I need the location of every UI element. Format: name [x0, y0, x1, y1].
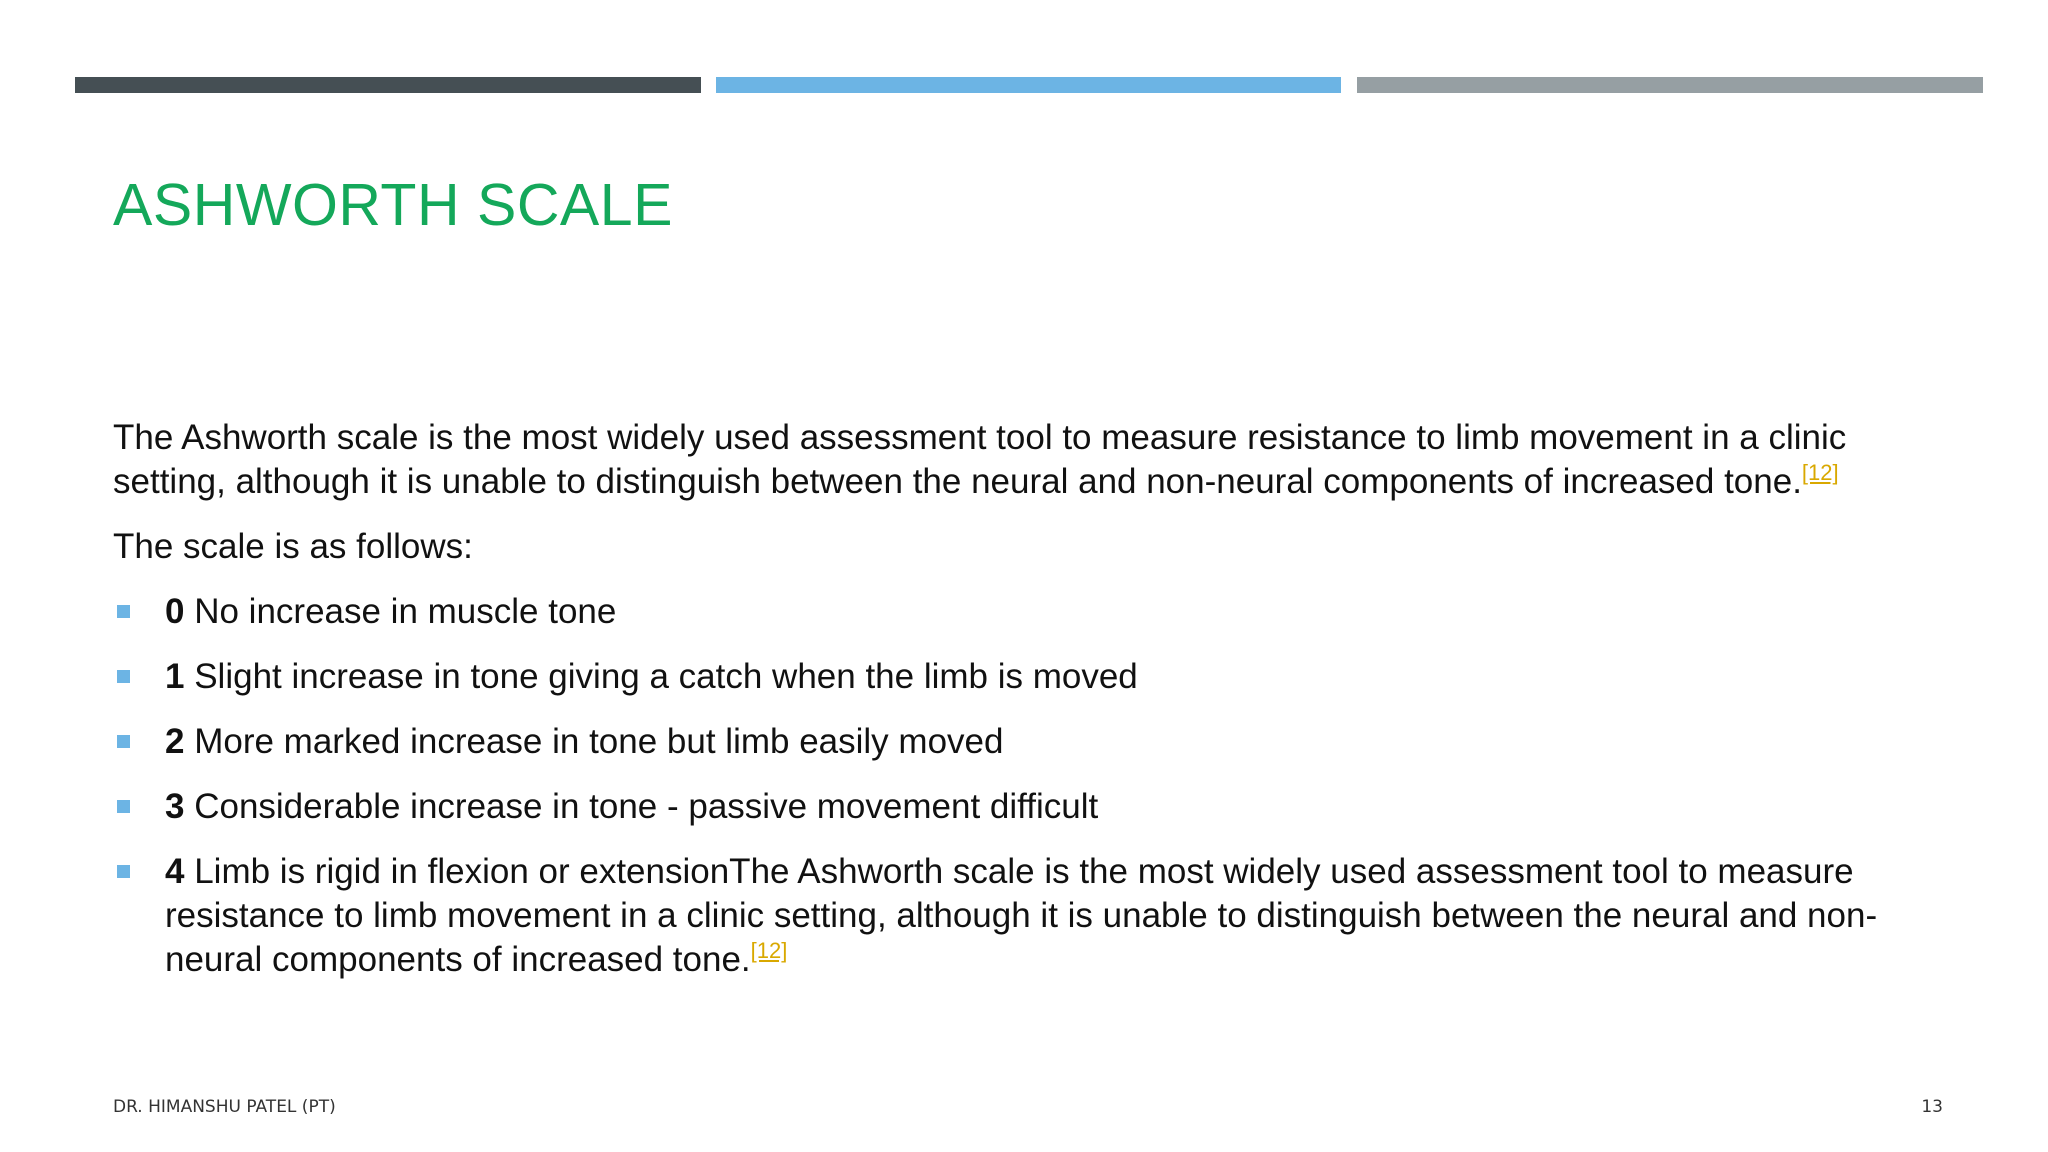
footer-author: DR. HIMANSHU PATEL (PT): [113, 1097, 336, 1117]
scale-item-3: [113, 785, 1963, 829]
scale-description: Considerable increase in tone - passive movement difficult: [194, 787, 1099, 826]
scale-item-4: [113, 850, 1963, 982]
scale-description: No increase in muscle tone: [194, 592, 617, 631]
header-bar-dark: [75, 77, 701, 93]
header-bar-blue: [716, 77, 1341, 93]
square-bullet-icon: [117, 605, 130, 618]
scale-description: Slight increase in tone giving a catch when the limb is moved: [194, 657, 1138, 696]
scale-item-0: [113, 590, 1963, 634]
scale-level: 1: [165, 657, 185, 696]
square-bullet-icon: [117, 735, 130, 748]
square-bullet-icon: [117, 670, 130, 683]
scale-item-4-citation-link[interactable]: [12]: [750, 938, 788, 963]
scale-list: [113, 590, 1963, 982]
square-bullet-icon: [117, 865, 130, 878]
page-number: 13: [1921, 1097, 1943, 1117]
scale-level: 2: [165, 722, 185, 761]
intro-text: The Ashworth scale is the most widely used assessment tool to measure resistance to limb movement in a clinic setting, although it is unable to distinguish between the neural and non-neural components of increased tone.: [113, 418, 1847, 501]
square-bullet-icon: [117, 800, 130, 813]
header-bar-gray: [1357, 77, 1983, 93]
scale-description: More marked increase in tone but limb easily moved: [194, 722, 1004, 761]
intro-citation-link[interactable]: [12]: [1801, 460, 1839, 485]
scale-description: Limb is rigid in flexion or extensionThe Ashworth scale is the most widely used assessment tool to measure resistance to limb movement in a clinic setting, although it is unable to distinguish between the neural and non-neural components of increased tone.: [165, 852, 1878, 979]
slide-content: [113, 416, 1963, 982]
scale-level: 0: [165, 592, 185, 631]
slide-title: ASHWORTH SCALE: [113, 172, 673, 238]
scale-item-2: [113, 720, 1963, 764]
scale-level: 3: [165, 787, 185, 826]
scale-level: 4: [165, 852, 185, 891]
scale-item-1: [113, 655, 1963, 699]
intro-paragraph: [113, 416, 1963, 504]
scale-lead-text: The scale is as follows:: [113, 527, 473, 566]
